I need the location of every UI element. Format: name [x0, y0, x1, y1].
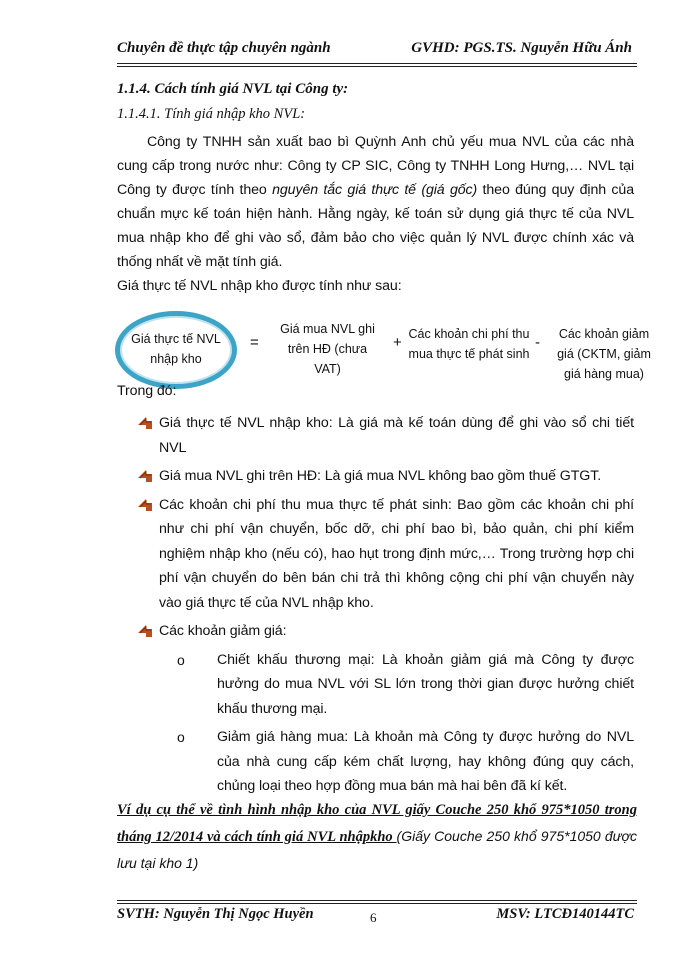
sub-bullet-text: Giảm giá hàng mua: Là khoản mà Công ty được hưởng do NVL của nhà cung cấp kém chất lượng, hay không đúng quy cách, chủng loại theo hợp đồng mua bán mà hai bên đã kí kết.	[217, 729, 634, 794]
footer-left: SVTH: Nguyễn Thị Ngọc Huyền	[117, 906, 314, 922]
example-note-text: (Giấy Couche 250 khổ 975*1050 được lưu tại kho 1)	[117, 828, 637, 871]
sub-list-item	[167, 648, 634, 722]
section-title: 1.1.4. Cách tính giá NVL tại Công ty:	[117, 81, 349, 97]
circle-bullet-icon: o	[177, 729, 185, 745]
header-divider	[117, 63, 637, 67]
bullet-text: Các khoản chi phí thu mua thực tế phát sinh: Bao gồm các khoản chi phí như chi phí vận chuyển, bốc dỡ, chi phí bao bì, bảo quản, chi phí kiểm nghiệm nhập kho (nếu có), hao hụt trong định mức,… Trong trường hợp chi phí vận chuyển do bên bán chi trả thì không cộng chi phí vận chuyển này vào giá thực tế của NVL nhập kho.	[159, 496, 634, 611]
arrow-bullet-icon	[137, 469, 153, 483]
subsection-title: 1.1.4.1. Tính giá nhập kho NVL:	[117, 106, 306, 122]
formula-intro: Giá thực tế NVL nhập kho được tính như sau:	[117, 278, 402, 294]
header-left: Chuyên đề thực tập chuyên ngành	[117, 40, 331, 56]
example-paragraph	[117, 797, 637, 877]
formula-term-2: Các khoản chi phí thu mua thực tế phát sinh	[408, 327, 530, 361]
formula-minus: -	[535, 334, 540, 351]
list-item	[137, 619, 634, 644]
formula-plus: +	[393, 334, 402, 351]
sub-bullet-text: Chiết khấu thương mại: Là khoản giảm giá mà Công ty được hưởng do mua NVL với SL lớn trong thời gian được hưởng chiết khấu thương mại.	[217, 651, 634, 717]
formula-term-3: Các khoản giảm giá (CKTM, giảm giá hàng mua)	[557, 327, 651, 381]
page-number: 6	[370, 910, 377, 925]
footer-divider	[117, 900, 637, 904]
intro-text-start: Công ty TNHH sản xuất bao bì Quỳnh Anh chủ yếu mua NVL của các nhà cung cấp trong nước như: Công ty CP SIC, Công ty TNHH Long Hưng,… NVL tại Công ty được tính theo	[117, 134, 634, 198]
sub-list-item	[167, 725, 634, 799]
arrow-bullet-icon	[137, 416, 153, 430]
header-right: GVHD: PGS.TS. Nguyễn Hữu Ánh	[411, 40, 632, 56]
circle-bullet-icon: o	[177, 651, 185, 668]
bullet-text: Giá mua NVL ghi trên HĐ: Là giá mua NVL không bao gồm thuế GTGT.	[159, 468, 602, 484]
list-item	[137, 411, 634, 460]
intro-text-end: theo đúng quy định của chuẩn mực kế toán hiện hành. Hằng ngày, kế toán sử dụng giá thực tế của NVL mua nhập kho để ghi vào sổ, đảm bảo cho việc quản lý NVL được chính xác và thống nhất về mặt tính giá.	[117, 182, 634, 270]
example-bold-text: Ví dụ cụ thể về tình hình nhập kho của NVL giấy Couche 250 khổ 975*1050 trong tháng 12/2014 và cách tính giá NVL nhậpkho	[117, 802, 637, 845]
trong-do-label: Trong đó:	[117, 383, 177, 399]
intro-text-italic: nguyên tắc giá thực tế (giá gốc)	[272, 182, 478, 198]
list-item	[137, 464, 634, 489]
intro-paragraph	[117, 130, 634, 298]
arrow-bullet-icon	[137, 498, 153, 512]
bullet-list	[137, 411, 634, 803]
footer-right: MSV: LTCĐ140144TC	[496, 906, 634, 922]
arrow-bullet-icon	[137, 624, 153, 638]
formula-term-1: Giá mua NVL ghi trên HĐ (chưa VAT)	[280, 322, 375, 376]
list-item	[137, 493, 634, 616]
bullet-text: Các khoản giảm giá:	[159, 623, 287, 639]
formula-equals: =	[250, 334, 259, 351]
bullet-text: Giá thực tế NVL nhập kho: Là giá mà kế toán dùng để ghi vào sổ chi tiết NVL	[159, 415, 634, 456]
formula-lhs: Giá thực tế NVL nhập kho	[131, 332, 221, 366]
